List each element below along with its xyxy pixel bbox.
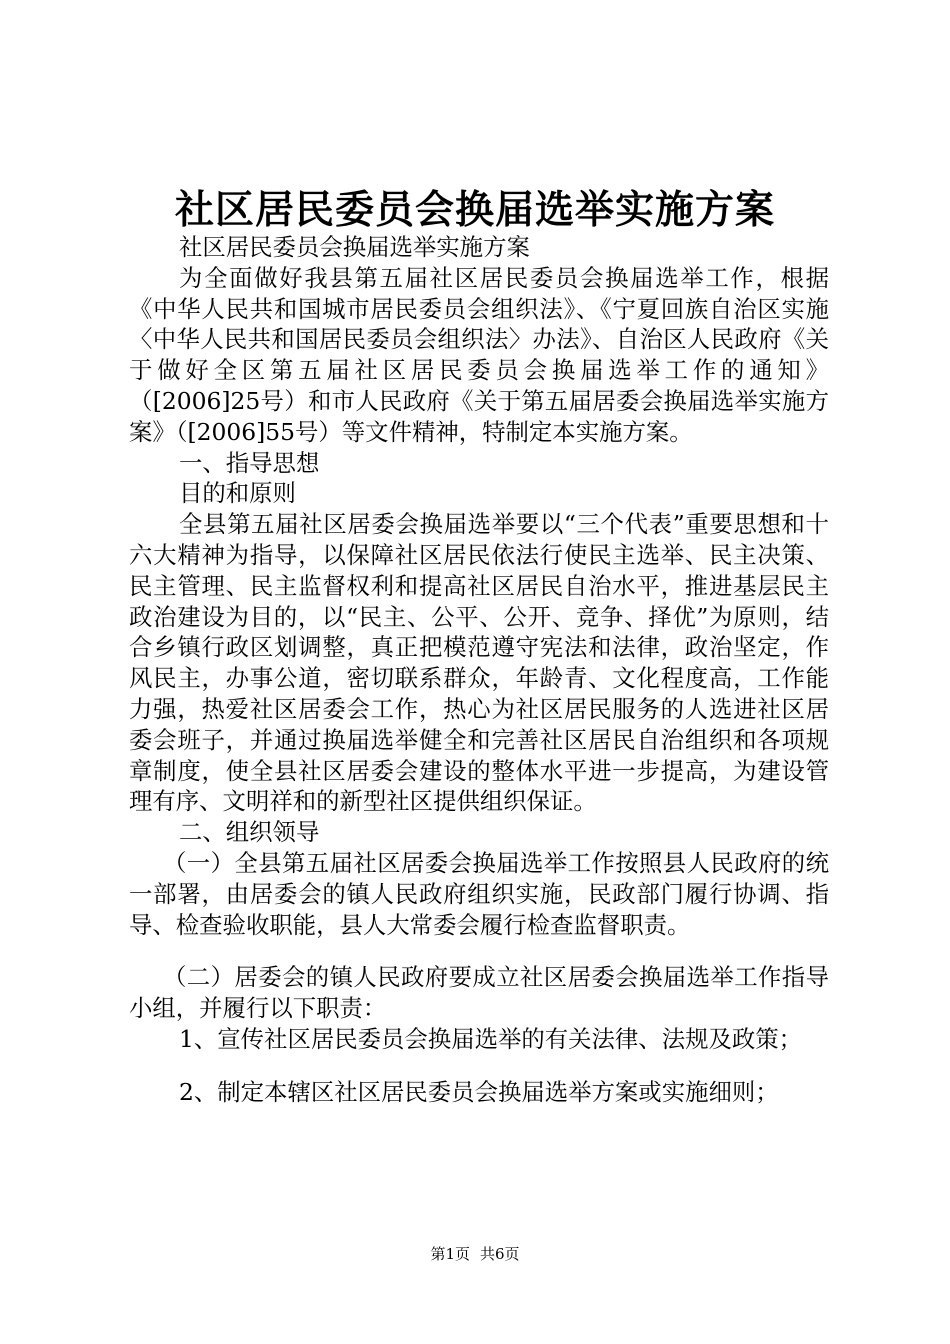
heading-purpose-principles: 目的和原则	[179, 479, 296, 508]
list-item-duty-2: 2、制定本辖区社区居民委员会换届选举方案或实施细则；	[179, 1077, 779, 1106]
page-number: 第1页	[430, 1245, 470, 1263]
page-footer	[0, 1244, 950, 1264]
heading-guiding-ideology: 一、指导思想	[179, 448, 320, 477]
paragraph-item-2: （二）居委会的镇人民政府要成立社区居委会换届选举工作指导小组，并履行以下职责：	[129, 963, 829, 1023]
paragraph-intro: 为全面做好我县第五届社区居民委员会换届选举工作，根据《中华人民共和国城市居民委员会组织法》、《宁夏回族自治区实施〈中华人民共和国居民委员会组织法〉办法》、自治区人民政府《关于做好全区第五届社区居民委员会换届选举工作的通知》（[2006]25号）和市人民政府《关于第五届居委会换届选举实施方案》（[2006]55号）等文件精神，特制定本实施方案。	[129, 263, 829, 446]
paragraph-subtitle: 社区居民委员会换届选举实施方案	[179, 233, 530, 261]
document-body	[129, 232, 829, 1108]
paragraph-purpose: 全县第五届社区居委会换届选举要以“三个代表”重要思想和十六大精神为指导，以保障社区居民依法行使民主选举、民主决策、民主管理、民主监督权利和提高社区居民自治水平，推进基层民主政治建设为目的，以“民主、公平、公开、竞争、择优”为原则，结合乡镇行政区划调整，真正把模范遵守宪法和法律，政治坚定，作风民主，办事公道，密切联系群众，年龄青、文化程度高，工作能力强，热爱社区居委会工作，热心为社区居民服务的人选进社区居委会班子，并通过换届选举健全和完善社区居民自治组织和各项规章制度，使全县社区居委会建设的整体水平进一步提高，为建设管理有序、文明祥和的新型社区提供组织保证。	[129, 510, 829, 816]
heading-organization-leadership: 二、组织领导	[179, 818, 320, 847]
list-item-duty-1: 1、宣传社区居民委员会换届选举的有关法律、法规及政策；	[179, 1024, 803, 1053]
paragraph-item-1: （一）全县第五届社区居委会换届选举工作按照县人民政府的统一部署，由居委会的镇人民政府组织实施，民政部门履行协调、指导、检查验收职能，县人大常委会履行检查监督职责。	[129, 848, 829, 939]
page-total: 共6页	[480, 1245, 520, 1263]
document-title: 社区居民委员会换届选举实施方案	[174, 187, 775, 233]
